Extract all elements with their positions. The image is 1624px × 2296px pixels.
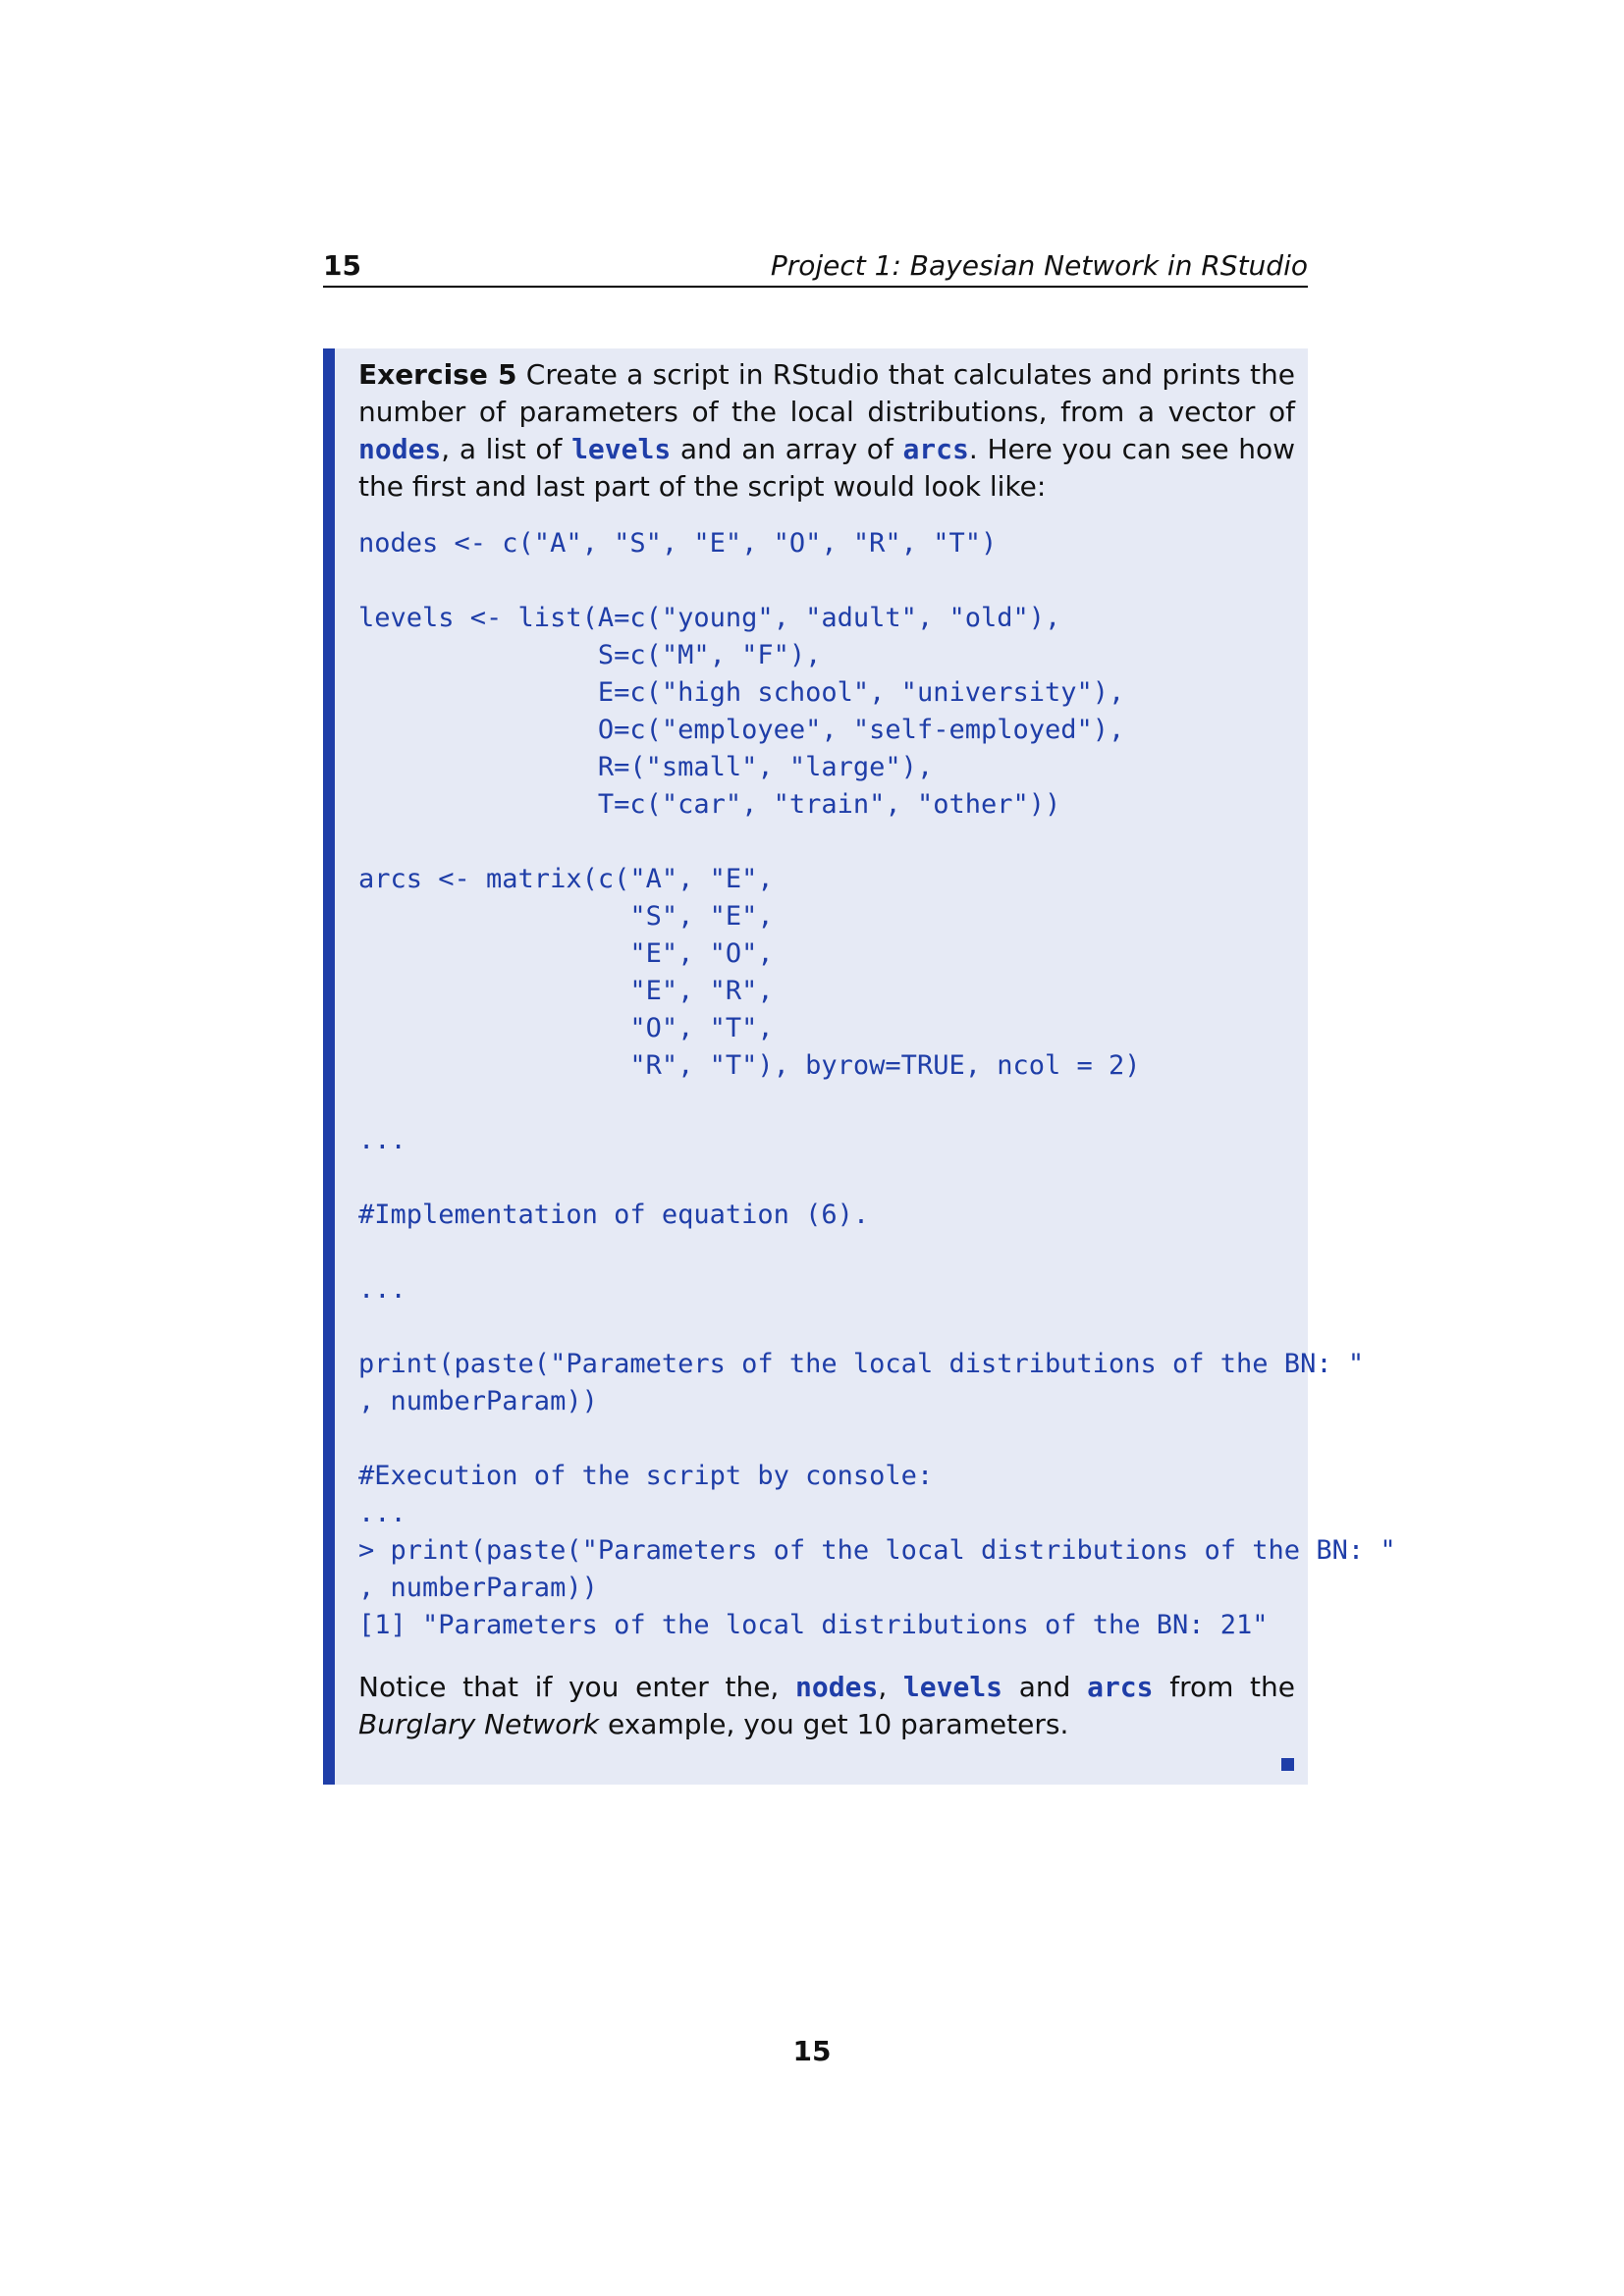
header-running-title: Project 1: Bayesian Network in RStudio [770, 249, 1308, 282]
footer-page-number: 15 [792, 2035, 832, 2067]
running-header [323, 246, 1308, 288]
code-listing: nodes <- c("A", "S", "E", "O", "R", "T") levels <- list(A=c("young", "adult", "old"), S=c("M", "F"), E=c("high school", "university"), O=c("employee", "self-employed"), R=("small", "large"), T=c("car", "train", "other")) arcs <- matrix(c("A", "E", "S", "E", "E", "O", "E", "R", "O", "T", "R", "T"), byrow=TRUE, ncol = 2) ... #Implementation of equation (6). ... print(paste("Parameters of the local distributions of the BN: " , numberParam)) #Execution of the script by console: ... > print(paste("Parameters of the local distributions of the BN: " , numberParam)) [1] "Parameters of the local distributions of the BN: 21" [358, 528, 1396, 1640]
outro-emphasis: Burglary Network [358, 1708, 600, 1740]
exercise-box [323, 348, 1396, 1785]
outro-text-5: example, you get 10 parameters. [599, 1708, 1069, 1740]
intro-text-1: Create a script in RStudio that calculates and prints the number of parameters of the local distributions, from a vector of [358, 358, 1295, 428]
intro-text-4: . Here you can see how the first and last part of the script would look like: [358, 433, 1295, 503]
outro-text-4: from the [1153, 1671, 1295, 1703]
exercise-label: Exercise 5 [358, 358, 517, 391]
outro-keyword-nodes: nodes [795, 1671, 879, 1703]
keyword-arcs: arcs [902, 433, 969, 465]
intro-text-3: and an array of [671, 433, 903, 465]
header-page-number: 15 [323, 249, 361, 282]
keyword-levels: levels [571, 433, 672, 465]
outro-keyword-levels: levels [902, 1671, 1003, 1703]
exercise-intro [358, 356, 1295, 506]
outro-text-1: Notice that if you enter the, [358, 1671, 796, 1703]
exercise-end-marker [1281, 1758, 1294, 1771]
outro-text-2: , [878, 1671, 903, 1703]
keyword-nodes: nodes [358, 433, 442, 465]
outro-text-3: and [1002, 1671, 1088, 1703]
intro-text-2: , a list of [441, 433, 572, 465]
exercise-outro [358, 1669, 1295, 1743]
outro-keyword-arcs: arcs [1087, 1671, 1154, 1703]
